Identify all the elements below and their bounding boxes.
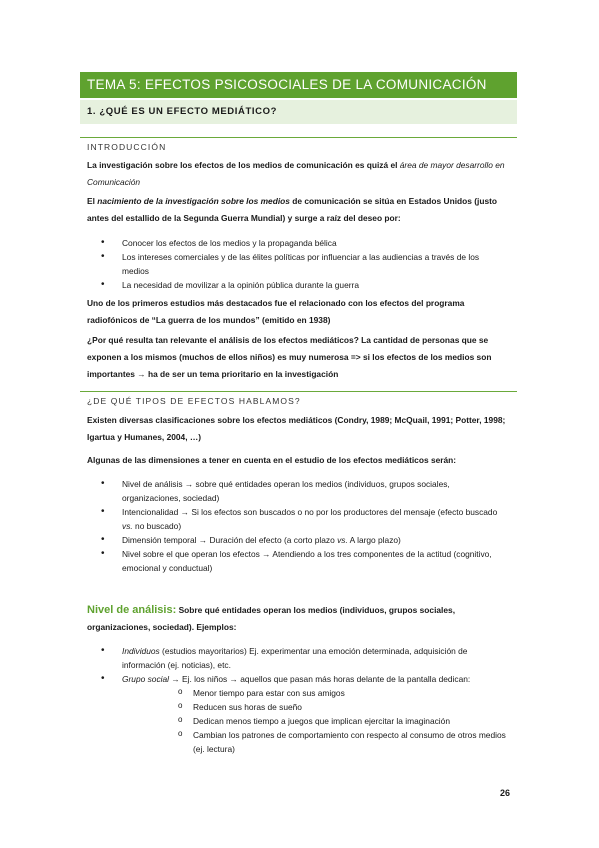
paragraph: Nivel de análisis: Sobre qué entidades operan los medios (individuos, grupos sociales, organizaciones, sociedad). Ejemplos: [87,604,456,632]
paragraph: El nacimiento de la investigación sobre los medios de comunicación se sitúa en Estados Unidos (justo antes del estallido de la Segunda Guerra Mundial) y surge a raíz del deseo por: [87,196,498,223]
sub-list-item: o Menor tiempo para estar con sus amigos [122,686,507,700]
bullet-list [87,236,507,292]
list-item: • Intencionalidad → Si los efectos son buscados o no por los productores del mensaje (efecto buscado vs. no buscado) [87,505,507,533]
section-heading-intro: INTRODUCCIÓN [87,142,167,152]
paragraph: Uno de los primeros estudios más destacados fue el relacionado con los efectos del programa radiofónicos de “La guerra de los mundos” (emitido en 1938) [87,298,465,325]
divider [80,137,517,138]
list-item: • Conocer los efectos de los medios y la propaganda bélica [87,236,507,250]
list-item: • Dimensión temporal → Duración del efecto (a corto plazo vs. A largo plazo) [87,533,507,547]
list-item: • La necesidad de movilizar a la opinión pública durante la guerra [87,278,507,292]
divider [80,391,517,392]
sub-list-item: o Dedican menos tiempo a juegos que implican ejercitar la imaginación [122,714,507,728]
sub-list-item: o Reducen sus horas de sueño [122,700,507,714]
list-item: • Grupo social → Ej. los niños → aquellos que pasan más horas delante de la pantalla dedican: o Menor tiempo para estar con sus amigos o Reducen sus horas de sueño o Dedican menos tiempo a juegos que implican ejercitar la imaginación o Cambian los patrones de comportamiento con respecto al consumo de otros medios (ej. lectura) [87,672,507,756]
paragraph: La investigación sobre los efectos de los medios de comunicación es quizá el área de mayor desarrollo en Comunicación [87,160,505,187]
section-title: 1. ¿QUÉ ES UN EFECTO MEDIÁTICO? [80,100,517,124]
list-item: • Nivel sobre el que operan los efectos → Atendiendo a los tres componentes de la actitud (cognitivo, emocional y conductual) [87,547,507,575]
sub-list-item: o Cambian los patrones de comportamiento con respecto al consumo de otros medios (ej. lectura) [122,728,507,756]
sub-list [122,686,507,756]
subsection-heading: Nivel de análisis: [87,604,177,616]
bullet-list [87,644,507,756]
list-item: • Nivel de análisis → sobre qué entidades operan los medios (individuos, grupos sociales, organizaciones, sociedad) [87,477,507,505]
paragraph: Existen diversas clasificaciones sobre los efectos mediáticos (Condry, 1989; McQuail, 1991; Potter, 1998; Igartua y Humanes, 2004, …) [87,415,506,442]
bullet-list [87,477,507,575]
section-heading-types: ¿DE QUÉ TIPOS DE EFECTOS HABLAMOS? [87,396,301,406]
list-item: • Los intereses comerciales y de las élites políticas por influenciar a las audiencias a través de los medios [87,250,507,278]
paragraph: ¿Por qué resulta tan relevante el análisis de los efectos mediáticos? La cantidad de personas que se exponen a los mismos (muchos de ellos niños) es muy numerosa => si los efectos de los medios son importantes → ha de ser un tema prioritario en la investigación [87,335,492,379]
list-item: • Individuos (estudios mayoritarios) Ej. experimentar una emoción determinada, adquisición de información (ej. noticias), etc. [87,644,507,672]
chapter-title: TEMA 5: EFECTOS PSICOSOCIALES DE LA COMUNICACIÓN [80,72,517,98]
paragraph: Algunas de las dimensiones a tener en cuenta en el estudio de los efectos mediáticos serán: [87,455,457,465]
page-number: 26 [500,788,511,798]
